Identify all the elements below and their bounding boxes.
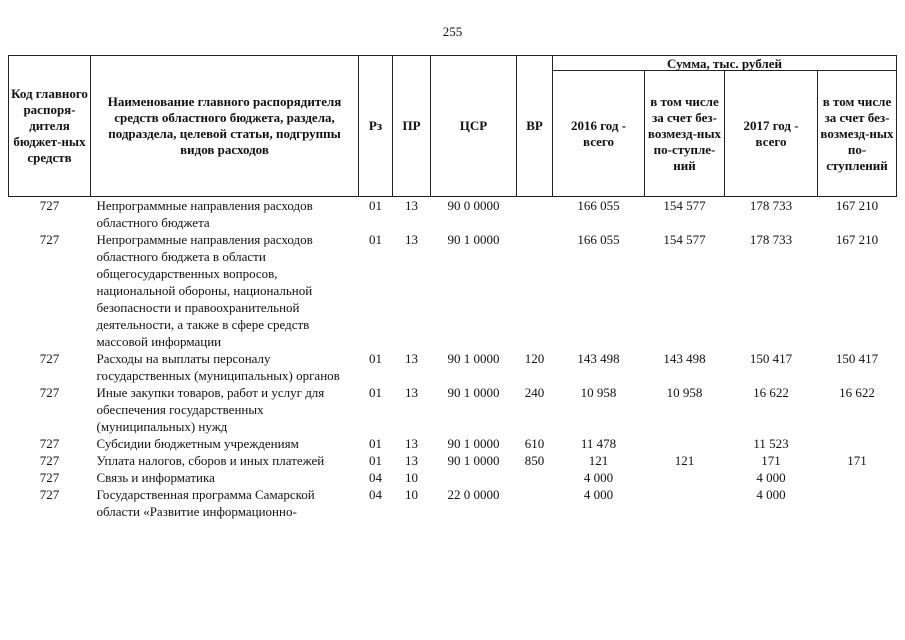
header-sum: Сумма, тыс. рублей	[553, 56, 897, 71]
header-csr: ЦСР	[431, 56, 517, 197]
cell-2016-total: 121	[588, 453, 609, 468]
cell-rz: 01	[369, 351, 382, 366]
cell-2016-total: 166 055	[577, 232, 620, 247]
cell-2017-free: 167 210	[835, 198, 879, 213]
cell-2016-total: 4 000	[583, 487, 614, 502]
table-header	[9, 56, 897, 197]
cell-2017-free: 167 210	[835, 232, 879, 247]
cell-csr: 90 0 0000	[447, 198, 500, 213]
cell-rz: 01	[369, 453, 382, 468]
cell-name: Субсидии бюджетным учреждениям	[96, 436, 299, 451]
cell-vr: 240	[524, 385, 545, 400]
cell-code: 727	[39, 487, 60, 502]
cell-2017-total: 11 523	[753, 436, 789, 451]
cell-2017-total: 178 733	[749, 198, 793, 213]
cell-2016-free	[645, 435, 725, 452]
cell-2016-free	[645, 486, 725, 520]
cell-code: 727	[39, 232, 60, 247]
cell-pr: 13	[405, 453, 418, 468]
cell-pr: 13	[405, 351, 418, 366]
cell-pr: 10	[405, 470, 418, 485]
table-row	[9, 197, 897, 232]
cell-csr	[431, 469, 517, 486]
cell-name: Государственная программа Самарской области «Развитие информационно-	[96, 487, 315, 519]
header-2016-total: 2016 год - всего	[553, 71, 645, 197]
cell-2017-free: 150 417	[835, 351, 879, 366]
header-2017-total: 2017 год - всего	[725, 71, 818, 197]
cell-2017-total: 4 000	[756, 470, 786, 485]
cell-2016-free: 10 958	[666, 385, 703, 400]
cell-rz: 01	[369, 385, 382, 400]
cell-name: Непрограммные направления расходов областного бюджета в области общегосударственных вопросов, национальной обороны, национальной безопасности и правоохранительной деятельности, а также в сфере средств массовой информации	[96, 232, 313, 349]
cell-rz: 04	[369, 487, 382, 502]
table-row	[9, 231, 897, 350]
table-row	[9, 384, 897, 435]
cell-2016-total: 11 478	[580, 436, 617, 451]
cell-csr: 22 0 0000	[447, 487, 500, 502]
cell-csr: 90 1 0000	[447, 351, 500, 366]
cell-vr	[517, 197, 553, 232]
cell-vr: 850	[524, 453, 545, 468]
cell-rz: 04	[369, 470, 382, 485]
table-row	[9, 350, 897, 384]
cell-csr: 90 1 0000	[447, 436, 500, 451]
cell-name: Непрограммные направления расходов областного бюджета	[96, 198, 313, 230]
cell-name: Иные закупки товаров, работ и услуг для обеспечения государственных (муниципальных) нужд	[96, 385, 325, 434]
cell-2017-free: 171	[847, 453, 867, 468]
header-pr: ПР	[393, 56, 431, 197]
cell-vr: 120	[524, 351, 545, 366]
cell-2017-total: 4 000	[756, 487, 786, 502]
cell-2016-free: 121	[674, 453, 695, 468]
cell-pr: 13	[405, 232, 418, 247]
cell-csr: 90 1 0000	[447, 232, 500, 247]
cell-pr: 13	[405, 198, 418, 213]
cell-2017-free	[818, 486, 897, 520]
cell-pr: 13	[405, 385, 418, 400]
page-number: 255	[442, 24, 463, 39]
cell-2016-total: 4 000	[583, 470, 614, 485]
cell-2017-free	[818, 469, 897, 486]
cell-pr: 13	[405, 436, 418, 451]
cell-csr: 90 1 0000	[447, 453, 500, 468]
table-row	[9, 469, 897, 486]
cell-rz: 01	[369, 198, 382, 213]
cell-2016-total: 166 055	[577, 198, 620, 213]
header-2017-free: в том числе за счет без-возмезд-ных по-ступлений	[818, 71, 897, 197]
cell-2017-total: 171	[761, 453, 781, 468]
cell-2017-total: 178 733	[749, 232, 793, 247]
cell-code: 727	[39, 470, 60, 485]
cell-code: 727	[39, 436, 60, 451]
header-name: Наименование главного распорядителя средств областного бюджета, раздела, подраздела, целевой статьи, подгруппы видов расходов	[91, 56, 359, 197]
cell-2017-total: 150 417	[749, 351, 793, 366]
header-code: Код главного распоря-дителя бюджет-ных средств	[9, 56, 91, 197]
table-row	[9, 435, 897, 452]
cell-2016-free: 143 498	[663, 351, 706, 366]
cell-vr: 610	[524, 436, 545, 451]
cell-code: 727	[39, 385, 60, 400]
cell-csr: 90 1 0000	[447, 385, 500, 400]
budget-table	[8, 55, 897, 520]
cell-rz: 01	[369, 232, 382, 247]
table-row	[9, 452, 897, 469]
cell-2016-free: 154 577	[663, 198, 706, 213]
cell-vr	[517, 469, 553, 486]
cell-2016-free: 154 577	[663, 232, 706, 247]
table-body	[9, 197, 897, 521]
cell-vr	[517, 486, 553, 520]
header-2016-free: в том числе за счет без-возмезд-ных по-ступле-ний	[645, 71, 725, 197]
cell-2016-total: 10 958	[580, 385, 617, 400]
cell-vr	[517, 231, 553, 350]
table-row	[9, 486, 897, 520]
cell-pr: 10	[405, 487, 418, 502]
cell-2017-free	[818, 435, 897, 452]
cell-rz: 01	[369, 436, 382, 451]
cell-2017-total: 16 622	[753, 385, 789, 400]
cell-name: Расходы на выплаты персоналу государственных (муниципальных) органов	[96, 351, 340, 383]
cell-2016-total: 143 498	[577, 351, 620, 366]
cell-name: Связь и информатика	[96, 470, 215, 485]
cell-2016-free	[645, 469, 725, 486]
cell-code: 727	[39, 453, 60, 468]
header-vr: ВР	[517, 56, 553, 197]
cell-code: 727	[39, 198, 60, 213]
cell-code: 727	[39, 351, 60, 366]
cell-name: Уплата налогов, сборов и иных платежей	[96, 453, 325, 468]
cell-2017-free: 16 622	[839, 385, 875, 400]
header-rz: Рз	[359, 56, 393, 197]
